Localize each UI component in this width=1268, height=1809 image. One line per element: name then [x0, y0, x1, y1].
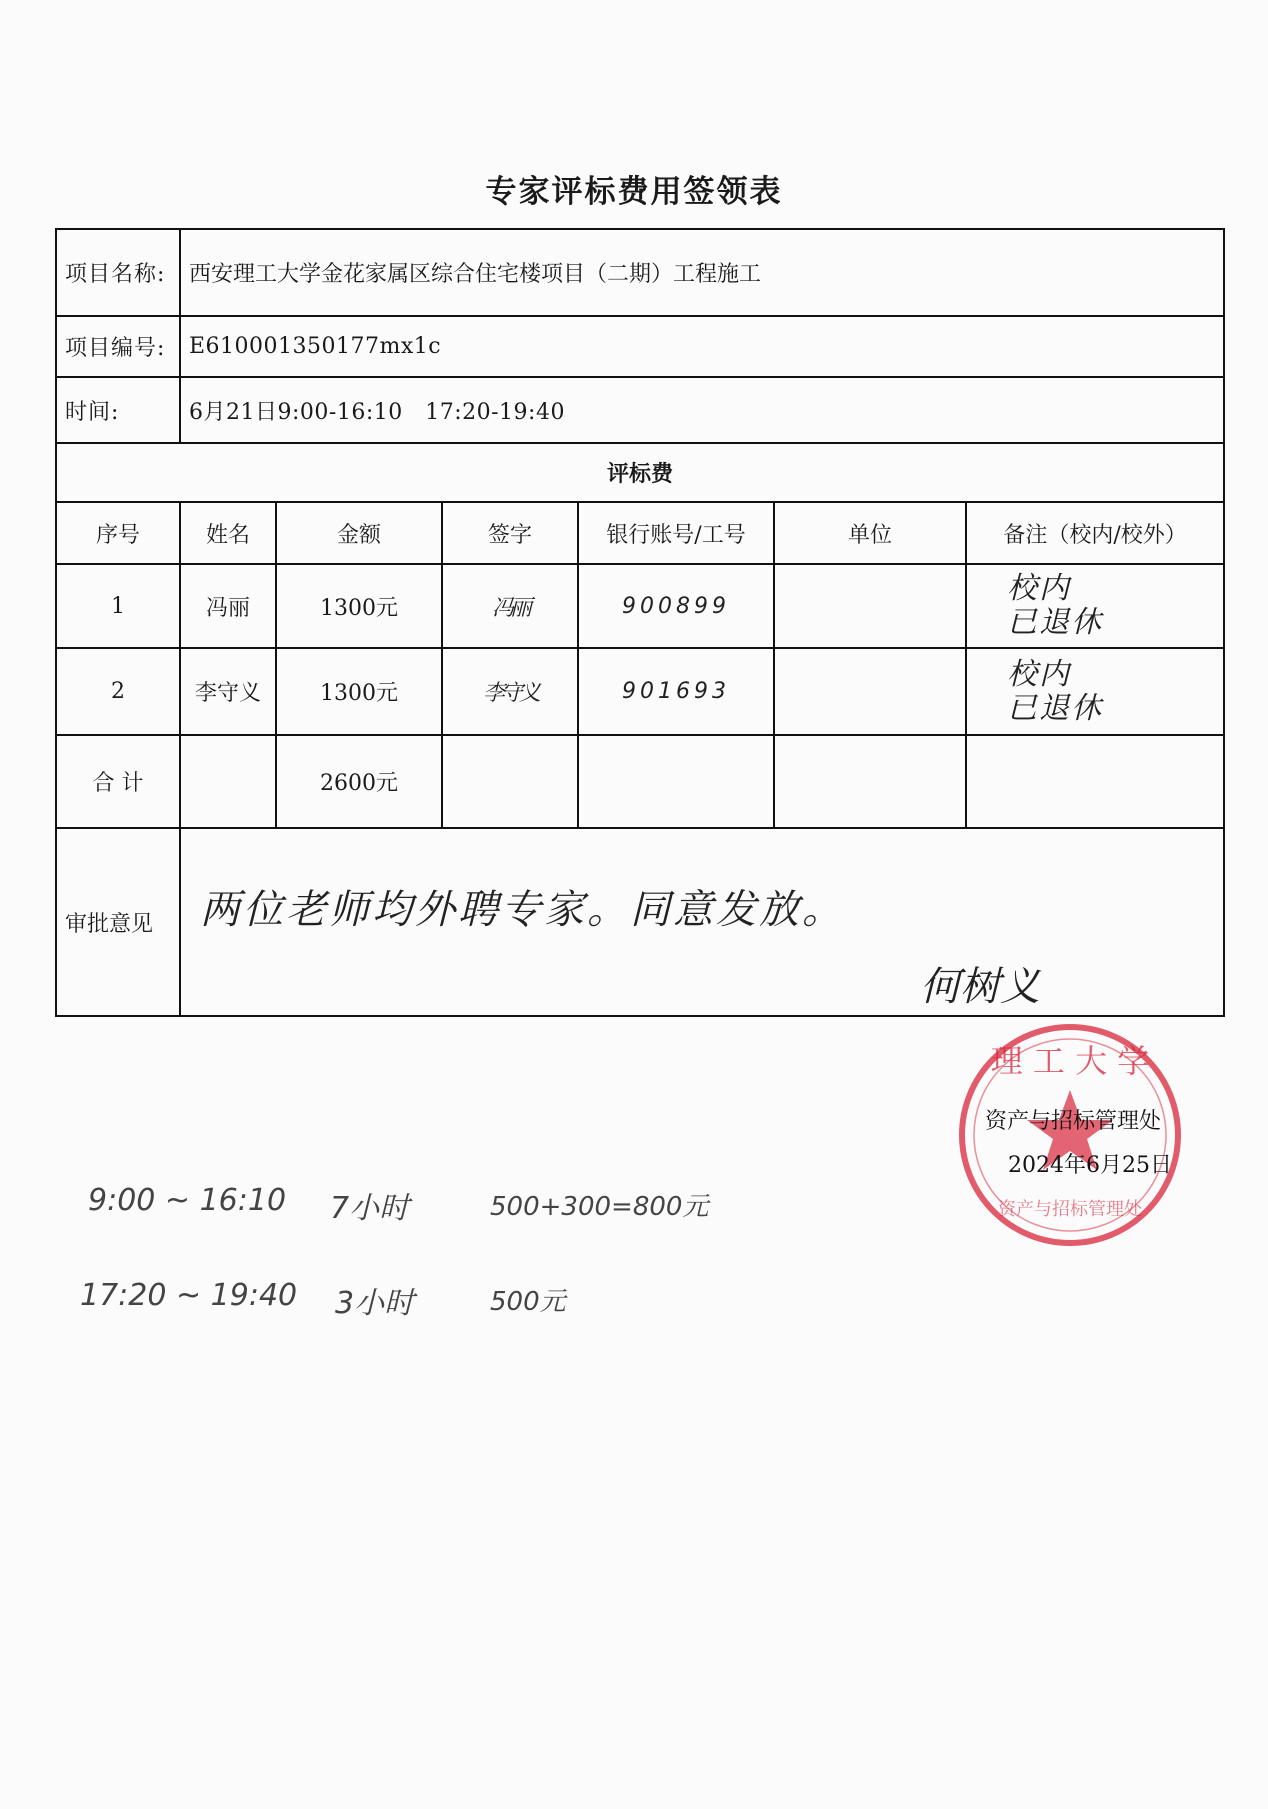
- form-title: 专家评标费用签领表: [485, 174, 783, 210]
- project-name-label: 项目名称:: [56, 229, 180, 316]
- row-unit: [774, 564, 966, 648]
- approval-label: 审批意见: [56, 828, 180, 1016]
- total-row: [56, 735, 1224, 828]
- svg-text:理 工 大 学: 理 工 大 学: [990, 1042, 1150, 1080]
- approval-signature: 何树义: [920, 964, 1040, 1010]
- remark-line: 已退休: [1007, 605, 1103, 640]
- row-name: 冯丽: [180, 564, 276, 648]
- project-code-label: 项目编号:: [56, 316, 180, 377]
- row-name: 李守义: [180, 648, 276, 735]
- column-header: 姓名: [180, 502, 276, 564]
- calc-time-range: 9:00 ~ 16:10: [88, 1183, 287, 1218]
- row-remark: [966, 648, 1224, 735]
- svg-text:资产与招标管理处: 资产与招标管理处: [998, 1199, 1142, 1220]
- time-value: 6月21日9:00-16:10 17:20-19:40: [180, 377, 1224, 443]
- approval-opinion: 两位老师均外聘专家。同意发放。: [200, 887, 845, 933]
- calc-fee: 500元: [490, 1287, 566, 1317]
- table-row: [56, 564, 1224, 648]
- column-header: 银行账号/工号: [578, 502, 774, 564]
- table-row: [56, 648, 1224, 735]
- row-number: 2: [56, 648, 180, 735]
- row-number: 1: [56, 564, 180, 648]
- row-unit: [774, 648, 966, 735]
- issue-date: 2024年6月25日: [1008, 1153, 1172, 1178]
- column-header: 金额: [276, 502, 442, 564]
- column-header: 签字: [442, 502, 578, 564]
- remark-line: 校内: [1007, 656, 1071, 692]
- row-account: 901693: [578, 648, 774, 735]
- row-amount: 1300元: [276, 648, 442, 735]
- calc-time-range: 17:20 ~ 19:40: [80, 1278, 298, 1313]
- section-header: 评标费: [56, 443, 1224, 502]
- remark-line: 校内: [1007, 571, 1071, 606]
- calc-fee: 500+300=800元: [490, 1192, 709, 1222]
- row-signature: 李守义: [442, 648, 578, 735]
- project-name-value: 西安理工大学金花家属区综合住宅楼项目（二期）工程施工: [180, 229, 1224, 316]
- total-label: 合 计: [56, 735, 180, 828]
- calc-hours: 3小时: [335, 1286, 415, 1321]
- total-amount: 2600元: [276, 735, 442, 828]
- remark-line: 已退休: [1007, 690, 1103, 726]
- issuer-office: 资产与招标管理处: [985, 1109, 1162, 1134]
- row-amount: 1300元: [276, 564, 442, 648]
- official-seal-icon: [955, 1020, 1185, 1250]
- project-code-value: E610001350177mx1c: [180, 316, 1224, 377]
- calc-hours: 7小时: [330, 1191, 410, 1226]
- row-remark: [966, 564, 1224, 648]
- row-signature: 冯丽: [442, 564, 578, 648]
- column-header: 备注（校内/校外）: [966, 502, 1224, 564]
- time-label: 时间:: [56, 377, 180, 443]
- row-account: 900899: [578, 564, 774, 648]
- column-header: 序号: [56, 502, 180, 564]
- column-header: 单位: [774, 502, 966, 564]
